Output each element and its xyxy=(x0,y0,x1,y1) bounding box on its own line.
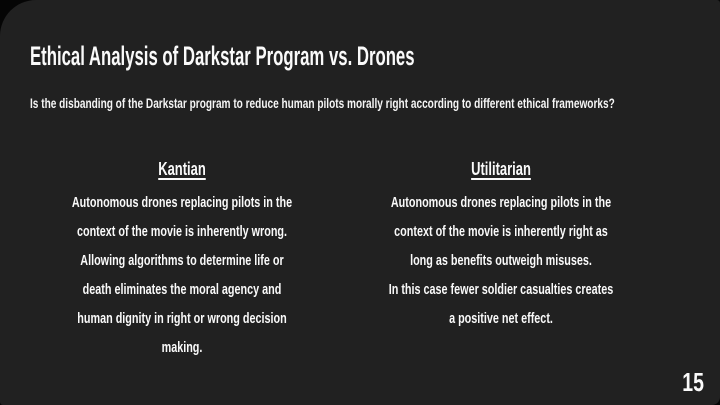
utilitarian-body-line: In this case fewer soldier casualties creates xyxy=(388,281,614,298)
kantian-body-line: human dignity in right or wrong decision xyxy=(77,310,287,327)
utilitarian-column xyxy=(350,158,652,333)
kantian-column-heading: Kantian xyxy=(158,159,206,179)
kantian-body-line: Autonomous drones replacing pilots in the xyxy=(71,194,293,211)
kantian-body-line: making. xyxy=(161,339,203,356)
slide-title-area xyxy=(30,39,650,73)
kantian-body-line: Allowing algorithms to determine life or xyxy=(80,252,284,269)
kantian-body-line: death eliminates the moral agency and xyxy=(82,281,282,298)
page-number: 15 xyxy=(682,367,704,397)
utilitarian-body-line: a positive net effect. xyxy=(449,310,553,327)
slide-subtitle: Is the disbanding of the Darkstar program to reduce human pilots morally right according to different ethical frameworks? xyxy=(30,95,615,111)
page-number-area xyxy=(675,367,704,397)
utilitarian-body-line: Autonomous drones replacing pilots in the xyxy=(390,194,612,211)
utilitarian-body-line: long as benefits outweigh misuses. xyxy=(410,252,592,269)
slide-title: Ethical Analysis of Darkstar Program vs. Drones xyxy=(30,41,415,71)
slide-subtitle-area xyxy=(30,94,720,113)
utilitarian-body-line: context of the movie is inherently right as xyxy=(394,223,608,240)
kantian-column xyxy=(31,158,333,362)
utilitarian-column-heading: Utilitarian xyxy=(471,159,531,179)
kantian-body-line: context of the movie is inherently wrong. xyxy=(76,223,288,240)
